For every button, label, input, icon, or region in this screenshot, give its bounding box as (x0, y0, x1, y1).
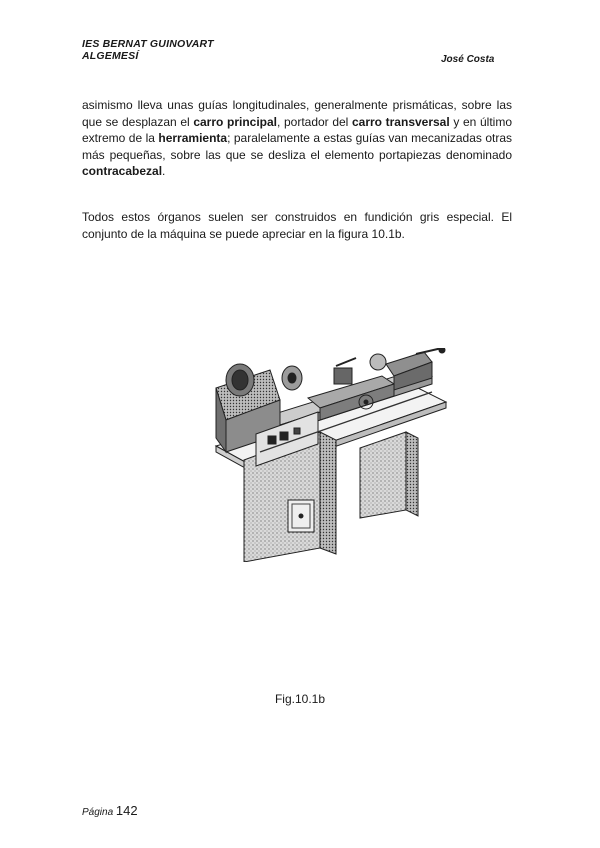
term-herramienta: herramienta (158, 131, 228, 145)
term-carro-transversal: carro transversal (351, 114, 450, 129)
p1-text-3: y en último extremo de la (82, 114, 512, 145)
page-footer (82, 803, 138, 818)
header-school (82, 38, 214, 62)
term-contracabezal: contracabezal (82, 164, 163, 178)
page-number: 142 (115, 803, 138, 818)
p1-text-1: asimismo lleva unas guías longitudinales, generalmente prismáticas, sobre las que se desplazan el (82, 98, 512, 129)
p1-text-5: . (162, 164, 166, 178)
paragraph-materials: Todos estos órganos suelen ser construidos en fundición gris especial. El conjunto de la máquina se puede apreciar en la figura 10.1b. (82, 210, 512, 241)
paragraph-guides (82, 97, 512, 180)
header-school-line1: IES BERNAT GUINOVART (82, 38, 214, 50)
p1-text-2: , portador del (277, 114, 352, 129)
page-label: Página (82, 807, 114, 818)
figure-caption: Fig.10.1b (274, 692, 326, 706)
term-carro-principal: carro principal (193, 114, 277, 129)
lathe-illustration (196, 348, 450, 562)
header-author: José Costa (441, 54, 495, 65)
p1-text-4: ; paralelamente a estas guías van mecanizadas otras más pequeñas, sobre las que se desliza el elemento portapiezas denominado (82, 131, 512, 162)
lathe-figure (196, 348, 450, 562)
header-school-line2: ALGEMESÍ (82, 50, 139, 62)
